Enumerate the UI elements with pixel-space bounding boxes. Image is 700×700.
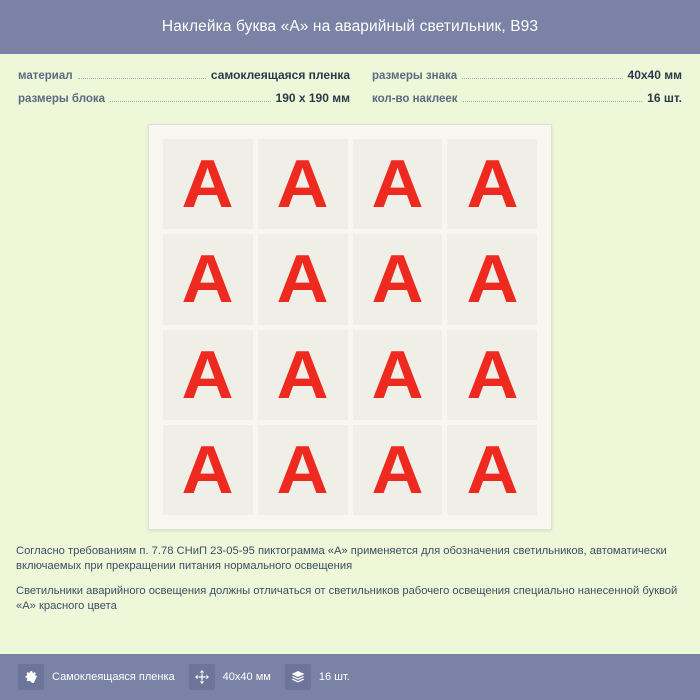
sticker-sheet-wrapper (0, 124, 700, 530)
sticker-cell (447, 234, 537, 324)
sticker-cell (163, 330, 253, 420)
sticker-cell (258, 330, 348, 420)
sticker-letter: A (181, 146, 234, 223)
sticker-letter: A (371, 336, 424, 413)
sticker-letter: A (181, 336, 234, 413)
footer-item-material (18, 664, 175, 690)
spec-dot-leader (78, 77, 206, 79)
sticker-letter: A (276, 431, 329, 508)
spec-value: 190 х 190 мм (275, 91, 350, 105)
footer-item-size (189, 664, 271, 690)
sticker-letter: A (276, 336, 329, 413)
sticker-cell (447, 425, 537, 515)
sticker-cell (258, 139, 348, 229)
gear-icon (18, 664, 44, 690)
footer-label: 40x40 мм (222, 671, 271, 683)
spec-value: 16 шт. (647, 91, 682, 105)
spec-label: кол-во наклеек (372, 93, 458, 105)
sticker-cell (163, 234, 253, 324)
note-text: Согласно требованиям п. 7.78 СНиП 23-05-95 пиктограмма «А» применяется для обозначения светильников, автоматически включаемых при прекращении питания нормального освещения (16, 545, 667, 573)
spec-section (0, 54, 700, 120)
spec-row (18, 91, 350, 105)
sticker-cell (447, 330, 537, 420)
spec-label: размеры блока (18, 93, 106, 105)
sticker-letter: A (466, 146, 519, 223)
sticker-cell (353, 234, 443, 324)
sticker-letter: A (276, 241, 329, 318)
sticker-letter: A (466, 431, 519, 508)
footer-item-quantity (285, 664, 350, 690)
sticker-letter: A (276, 146, 329, 223)
sticker-letter: A (181, 241, 234, 318)
spec-column-right (350, 68, 682, 114)
note-text: Светильники аварийного освещения должны отличаться от светильников рабочего освещения специально нанесенной буквой «А» красного цвета (16, 585, 678, 613)
page-title: Наклейка буква «А» на аварийный светильник, B93 (161, 18, 539, 35)
spec-label: размеры знака (372, 70, 458, 82)
spec-row (18, 68, 350, 82)
spec-dot-leader (462, 77, 622, 79)
spec-dot-leader (463, 100, 643, 102)
spec-row (372, 68, 682, 82)
spec-row (372, 91, 682, 105)
sticker-letter: A (466, 336, 519, 413)
sticker-letter: A (371, 431, 424, 508)
notes-section (0, 530, 700, 614)
spec-column-left (18, 68, 350, 114)
sticker-letter: A (371, 146, 424, 223)
footer-label: 16 шт. (318, 671, 350, 683)
sticker-letter: A (181, 431, 234, 508)
sticker-cell (447, 139, 537, 229)
page-footer (0, 654, 700, 700)
stack-icon (285, 664, 311, 690)
sticker-letter: A (466, 241, 519, 318)
resize-icon (189, 664, 215, 690)
spec-value: самоклеящаяся пленка (210, 68, 350, 82)
spec-value: 40x40 мм (627, 68, 682, 82)
sticker-cell (163, 425, 253, 515)
spec-dot-leader (110, 100, 270, 102)
page-header (0, 0, 700, 54)
sticker-cell (163, 139, 253, 229)
sticker-cell (258, 234, 348, 324)
sticker-cell (353, 425, 443, 515)
footer-label: Самоклеящаяся пленка (52, 671, 175, 683)
spec-label: материал (18, 70, 73, 82)
sticker-cell (353, 330, 443, 420)
sticker-cell (258, 425, 348, 515)
sticker-sheet (148, 124, 552, 530)
sticker-cell (353, 139, 443, 229)
sticker-letter: A (371, 241, 424, 318)
